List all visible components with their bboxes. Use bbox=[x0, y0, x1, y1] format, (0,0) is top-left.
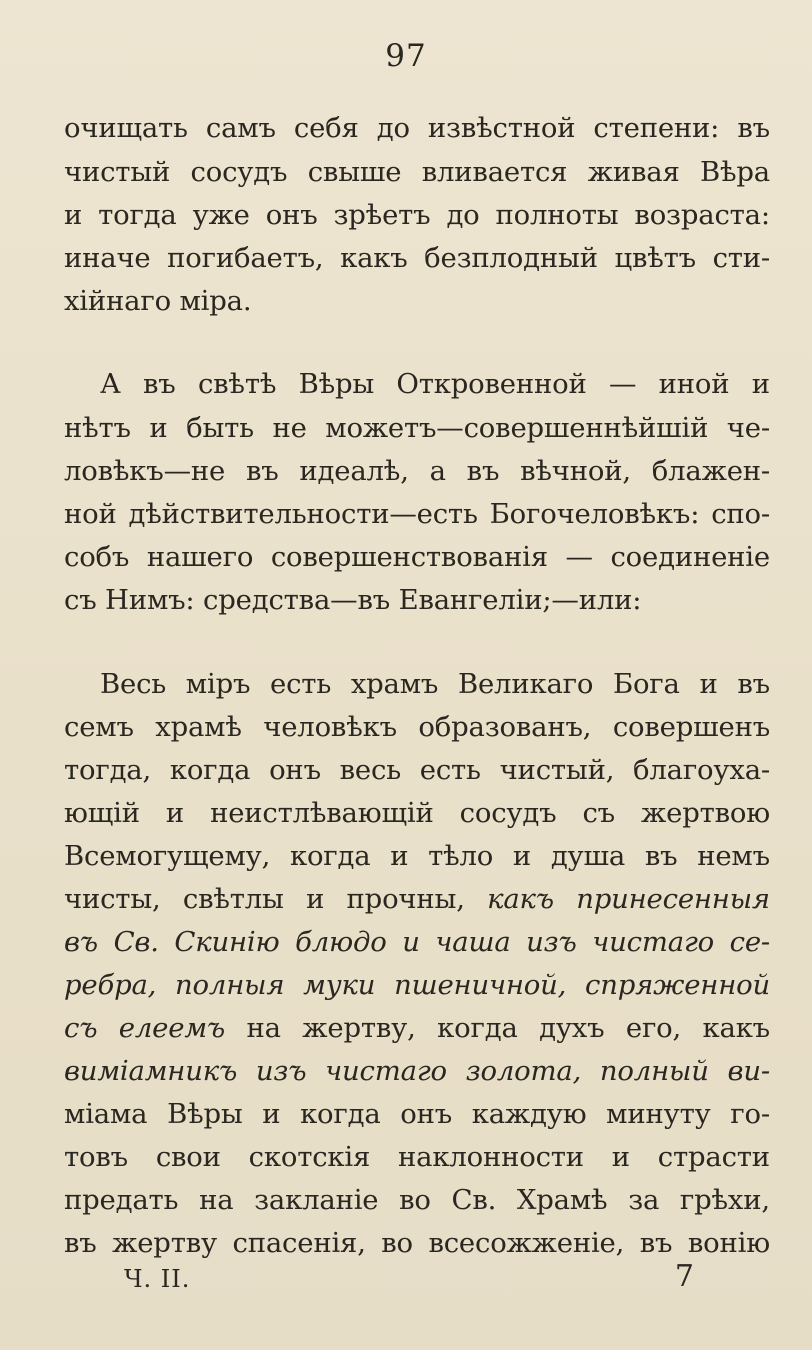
word: онъ bbox=[265, 199, 318, 231]
text-line bbox=[64, 1049, 770, 1093]
word: когда bbox=[169, 754, 251, 786]
word: прочны, bbox=[346, 883, 465, 915]
word: ви- bbox=[727, 1055, 770, 1087]
word: ной bbox=[64, 498, 117, 530]
word: въ bbox=[143, 368, 176, 400]
word: че- bbox=[726, 412, 770, 444]
word: Храмѣ bbox=[516, 1184, 608, 1216]
word: блажен- bbox=[651, 455, 770, 487]
word: страсти bbox=[657, 1141, 770, 1173]
word: ребра, bbox=[64, 969, 157, 1001]
word: пшеничной, bbox=[394, 969, 567, 1001]
word: живая bbox=[587, 156, 680, 188]
text-line bbox=[64, 877, 770, 921]
word: закланіе bbox=[254, 1184, 379, 1216]
text-line bbox=[100, 362, 770, 406]
word: А bbox=[100, 368, 121, 400]
word: тѣло bbox=[428, 840, 494, 872]
text-line bbox=[64, 236, 770, 280]
word: зрѣетъ bbox=[333, 199, 431, 231]
word: и bbox=[402, 926, 420, 958]
word: чаша bbox=[435, 926, 511, 958]
signature-number: 7 bbox=[674, 1259, 694, 1294]
word: чистаго bbox=[325, 1055, 447, 1087]
word: блюдо bbox=[295, 926, 387, 958]
word: до bbox=[446, 199, 480, 231]
word: духъ bbox=[539, 1012, 605, 1044]
word: извѣстной bbox=[427, 112, 576, 144]
text-line bbox=[64, 193, 770, 237]
word: цвѣтъ bbox=[614, 242, 696, 274]
word: елеемъ bbox=[118, 1012, 226, 1044]
text-line bbox=[64, 150, 770, 194]
text-line bbox=[64, 106, 770, 150]
text-line bbox=[64, 1178, 770, 1222]
word: въ bbox=[644, 840, 678, 872]
word: и bbox=[262, 1098, 281, 1130]
word: въ bbox=[64, 926, 98, 958]
word: грѣхи, bbox=[679, 1184, 770, 1216]
word: изъ bbox=[255, 1055, 307, 1087]
word: виміамникъ bbox=[64, 1055, 238, 1087]
word: спряженной bbox=[585, 969, 770, 1001]
word: Откровенной bbox=[396, 368, 587, 400]
word: вливается bbox=[421, 156, 568, 188]
word: и bbox=[149, 412, 168, 444]
word: свѣтлы bbox=[182, 883, 284, 915]
word: погибаетъ, bbox=[167, 242, 324, 274]
word: есть bbox=[270, 668, 332, 700]
word: тогда bbox=[98, 199, 177, 231]
word: во bbox=[381, 1227, 413, 1259]
word: Весь bbox=[100, 668, 167, 700]
word: безплодный bbox=[424, 242, 598, 274]
word: чистый bbox=[64, 156, 171, 188]
signature-mark: Ч. II. bbox=[124, 1265, 191, 1293]
text-line bbox=[64, 705, 770, 749]
text-line: съ Нимъ: средства—въ Евангеліи;—или: bbox=[64, 584, 642, 616]
word: и bbox=[751, 368, 770, 400]
word: быть bbox=[186, 412, 254, 444]
word: золота, bbox=[465, 1055, 582, 1087]
word: тогда, bbox=[64, 754, 152, 786]
word: муки bbox=[303, 969, 376, 1001]
word: семъ bbox=[64, 711, 134, 743]
word: Всемогущему, bbox=[64, 840, 271, 872]
word: весь bbox=[339, 754, 401, 786]
word: и bbox=[306, 883, 325, 915]
word: возраста: bbox=[634, 199, 770, 231]
word: идеалѣ, bbox=[299, 455, 409, 487]
word: нашего bbox=[146, 541, 254, 573]
text-line bbox=[64, 834, 770, 878]
word: на bbox=[199, 1184, 234, 1216]
word: благоуха- bbox=[633, 754, 770, 786]
word: Скинію bbox=[174, 926, 280, 958]
word: Св. bbox=[113, 926, 159, 958]
word: съ bbox=[64, 1012, 98, 1044]
word: на bbox=[246, 1012, 281, 1044]
word: съ bbox=[582, 797, 615, 829]
word: Великаго bbox=[457, 668, 594, 700]
word: каждую bbox=[471, 1098, 587, 1130]
word: свѣтѣ bbox=[197, 368, 277, 400]
text-line bbox=[64, 748, 770, 792]
word: се- bbox=[729, 926, 770, 958]
word: уже bbox=[192, 199, 250, 231]
word: Бога bbox=[612, 668, 680, 700]
word: и bbox=[512, 840, 532, 872]
word: совершенствованія bbox=[270, 541, 548, 573]
word: чистаго bbox=[592, 926, 714, 958]
word: всесожженіе, bbox=[428, 1227, 625, 1259]
word: иначе bbox=[64, 242, 151, 274]
word: чисты, bbox=[64, 883, 161, 915]
word: въ bbox=[737, 112, 770, 144]
word: иной bbox=[658, 368, 730, 400]
word: сосудъ bbox=[459, 797, 557, 829]
page-number: 97 bbox=[385, 38, 427, 74]
word: изъ bbox=[526, 926, 577, 958]
text-line bbox=[64, 920, 770, 964]
word: — bbox=[565, 541, 593, 573]
word: и bbox=[611, 1141, 630, 1173]
word: не bbox=[272, 412, 307, 444]
word: соединеніе bbox=[610, 541, 770, 573]
word: минуту bbox=[606, 1098, 711, 1130]
word: когда bbox=[437, 1012, 518, 1044]
text-line bbox=[100, 662, 770, 706]
word: въ bbox=[64, 1227, 97, 1259]
word: спо- bbox=[711, 498, 770, 530]
word: Вѣры bbox=[298, 368, 375, 400]
word: сосудъ bbox=[190, 156, 288, 188]
word: въ bbox=[466, 455, 500, 487]
word: когда bbox=[300, 1098, 381, 1130]
word: въ bbox=[245, 455, 279, 487]
word: очищать bbox=[64, 112, 188, 144]
word: немъ bbox=[697, 840, 770, 872]
word: — bbox=[609, 368, 637, 400]
word: какъ bbox=[487, 883, 554, 915]
word: полныя bbox=[175, 969, 285, 1001]
word: Вѣры bbox=[167, 1098, 243, 1130]
word: до bbox=[376, 112, 410, 144]
word: Св. bbox=[451, 1184, 497, 1216]
text-line bbox=[64, 1006, 770, 1050]
word: какъ bbox=[702, 1012, 770, 1044]
word: спасенія, bbox=[232, 1227, 366, 1259]
word: міръ bbox=[185, 668, 251, 700]
word: нѣтъ bbox=[64, 412, 131, 444]
word: есть bbox=[419, 754, 481, 786]
word: полноты bbox=[495, 199, 619, 231]
word: храмъ bbox=[350, 668, 439, 700]
word: и bbox=[64, 199, 83, 231]
word: неистлѣвающій bbox=[210, 797, 434, 829]
word: когда bbox=[289, 840, 371, 872]
word: и bbox=[390, 840, 409, 872]
text-line bbox=[64, 535, 770, 579]
word: полный bbox=[599, 1055, 709, 1087]
text-line bbox=[64, 963, 770, 1007]
text-line bbox=[64, 492, 770, 536]
word: душа bbox=[550, 840, 626, 872]
word: за bbox=[628, 1184, 660, 1216]
word: и bbox=[165, 797, 185, 829]
word: ловѣкъ—не bbox=[64, 455, 226, 487]
word: Богочеловѣкъ: bbox=[489, 498, 700, 530]
word: собъ bbox=[64, 541, 130, 573]
word: міама bbox=[64, 1098, 148, 1130]
text-line: хійнаго міра. bbox=[64, 285, 252, 317]
word: можетъ—совершеннѣйшій bbox=[325, 412, 709, 444]
word: чистый, bbox=[499, 754, 615, 786]
word: жертву, bbox=[302, 1012, 416, 1044]
text-line bbox=[64, 1092, 770, 1136]
word: онъ bbox=[269, 754, 321, 786]
word: Вѣра bbox=[699, 156, 770, 188]
word: наклонности bbox=[398, 1141, 584, 1173]
word: себя bbox=[293, 112, 359, 144]
word: онъ bbox=[400, 1098, 453, 1130]
word: свои bbox=[155, 1141, 221, 1173]
word: ющій bbox=[64, 797, 140, 829]
word: какъ bbox=[340, 242, 408, 274]
word: сти- bbox=[712, 242, 770, 274]
word: го- bbox=[730, 1098, 770, 1130]
word: вонію bbox=[687, 1227, 770, 1259]
text-line bbox=[64, 406, 770, 450]
word: степени: bbox=[593, 112, 720, 144]
text-line bbox=[64, 449, 770, 493]
word: свыше bbox=[307, 156, 402, 188]
word: жертву bbox=[112, 1227, 217, 1259]
word: скотскія bbox=[248, 1141, 371, 1173]
word: товъ bbox=[64, 1141, 128, 1173]
word: въ bbox=[737, 668, 770, 700]
word: храмѣ bbox=[155, 711, 242, 743]
text-line bbox=[64, 1135, 770, 1179]
word: предать bbox=[64, 1184, 179, 1216]
word: совершенъ bbox=[612, 711, 770, 743]
text-line bbox=[64, 1221, 770, 1265]
word: дѣйствительности—есть bbox=[128, 498, 478, 530]
word: его, bbox=[625, 1012, 682, 1044]
word: а bbox=[429, 455, 446, 487]
text-line bbox=[64, 791, 770, 835]
word: образованъ, bbox=[418, 711, 592, 743]
word: въ bbox=[639, 1227, 673, 1259]
word: человѣкъ bbox=[263, 711, 397, 743]
word: во bbox=[399, 1184, 431, 1216]
page-footer bbox=[0, 1259, 812, 1305]
word: вѣчной, bbox=[520, 455, 631, 487]
word: жертвою bbox=[641, 797, 770, 829]
word: и bbox=[699, 668, 718, 700]
word: принесенныя bbox=[576, 883, 770, 915]
word: самъ bbox=[205, 112, 276, 144]
